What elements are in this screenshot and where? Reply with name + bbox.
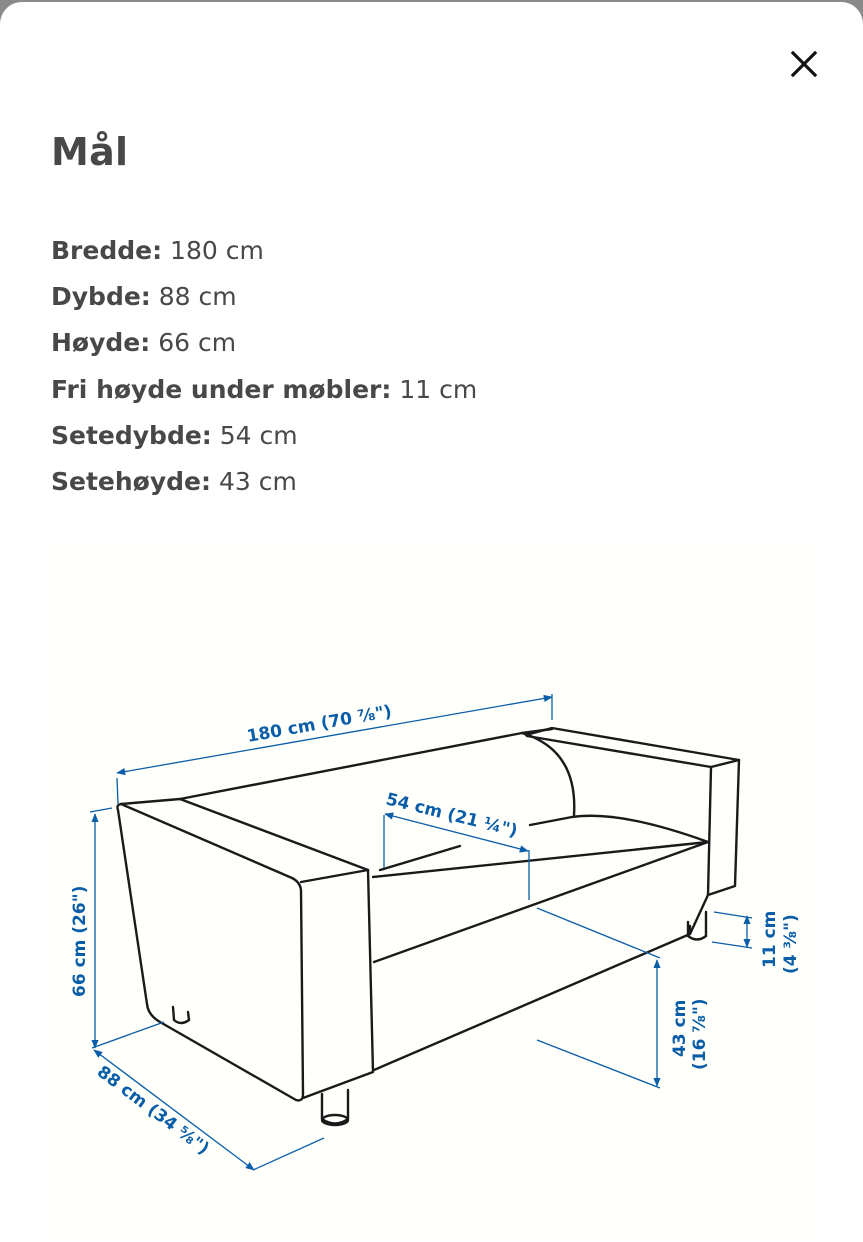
page-title: Mål bbox=[51, 130, 129, 174]
dimension-lines bbox=[90, 694, 752, 1170]
dimension-label: Setedybde: bbox=[51, 420, 212, 450]
dimension-label: Fri høyde under møbler: bbox=[51, 374, 392, 404]
width-dimension-label: 180 cm (70 ⅞") bbox=[245, 701, 394, 747]
dimension-value: 88 cm bbox=[158, 282, 237, 312]
sofa-illustration bbox=[0, 2, 863, 1237]
dimension-label: Høyde: bbox=[51, 328, 151, 358]
dimension-value: 43 cm bbox=[218, 467, 297, 497]
dimension-value: 54 cm bbox=[219, 420, 298, 450]
dimension-value: 66 cm bbox=[158, 328, 237, 358]
seat-height-dimension-label-cm: 43 cm bbox=[670, 999, 690, 1057]
seat-height-dimension-label-in: (16 ⅞") bbox=[690, 998, 710, 1070]
clearance-dimension-label-in: (4 ⅜") bbox=[781, 914, 801, 974]
dimension-value: 11 cm bbox=[399, 374, 478, 404]
dimension-label: Dybde: bbox=[51, 282, 151, 312]
dimensions-bottom-sheet bbox=[0, 2, 863, 1242]
dimension-value: 180 cm bbox=[170, 236, 264, 265]
dimension-label: Setehøyde: bbox=[51, 467, 211, 497]
depth-dimension-label: 88 cm (34 ⅝") bbox=[92, 1062, 213, 1160]
height-dimension-label: 66 cm (26") bbox=[70, 885, 90, 997]
sofa-dimension-diagram bbox=[48, 547, 816, 1237]
dimension-label: Bredde: bbox=[51, 236, 163, 265]
clearance-dimension-label-cm: 11 cm bbox=[760, 910, 780, 968]
seat-depth-dimension-label: 54 cm (21 ¼") bbox=[383, 789, 520, 842]
sofa-outline bbox=[117, 728, 739, 1125]
